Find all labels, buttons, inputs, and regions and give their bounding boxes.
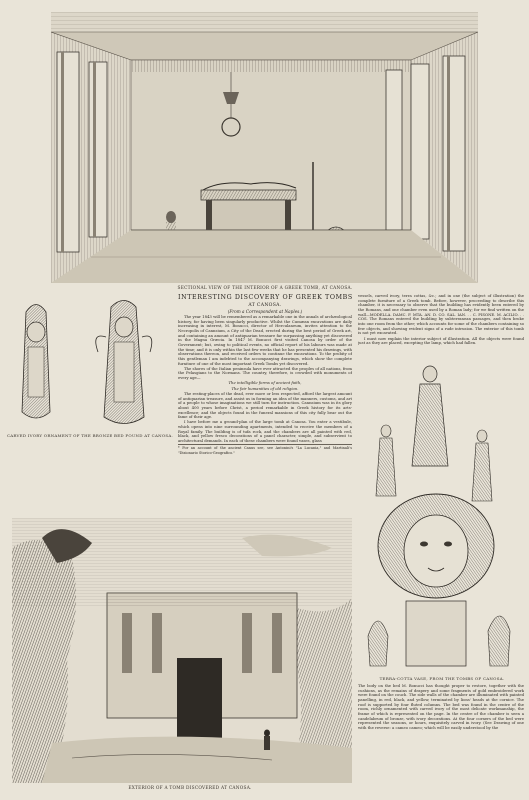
tomb-exterior-engraving xyxy=(12,518,352,783)
paragraph: vessels, carved ivory, terra cottas, &c.; and in one (the subject of illustration) the complete furniture of a Greek tomb. Before, however, proceeding to describe this chamber, it is necessary to observe that the building has evidently been entered by the Romans, and one chamber even used by a Roman lady; for we find written on the wall—MODELLA. DAMC. F. MTA. AN. D. CO. SAL. IAN. . . C. PISONE. M. ACILIO. . . COS. The Romans entered the building by subterranean passages, and then broke into one room from the other; which accounts for some of the chambers containing so few objects, and showing evident signs of a rude intrusion. The exterior of this tomb is not yet excavated. xyxy=(358,294,524,336)
article-column-2 xyxy=(358,294,524,354)
ivory-ornament-illustration xyxy=(6,292,174,432)
terra-cotta-vase-engraving xyxy=(358,356,524,674)
paragraph: The body on the bed M. Bonucci has thought proper to restore, together with the cushions, as the remains of drapery and some fragments of gold embroidered work were found on the couch. The side walls of the chamber are illuminated with painted panelling, in red, black, and yellow, terminated by lions' heads at the cornice. The roof is supported by four fluted columns. The bed was found in the centre of the room, richly ornamented with carved ivory of the most delicate workmanship, the frame of which is represented on the page. In the centre of the chamber is seen a candelabrum of bronze, with ivory decorations. At the four corners of the bed were represented the seasons, or hours, exquisitely carved in ivory. (See Drawing of one with the reverse: a cameo cameo; which will be easily understood by the xyxy=(358,684,524,730)
tomb-interior-illustration xyxy=(51,12,478,283)
tomb-interior-engraving xyxy=(51,12,478,283)
caption-terra-cotta-vase: TERRA-COTTA VASE, FROM THE TOMBS OF CANOSA. xyxy=(379,676,505,681)
article-column-1 xyxy=(178,315,352,515)
paragraph: The resting-places of the dead, ever more or less respected, afford the largest amount of antiquarian treasure, and assist us in forming an idea of the manners, customs, and art of a people to whose imaginations we still turn for instruction. Cannsium was in its glory about 400 years before Christ, a period remarkable in Greek history for its arts-excellence; and the objects found in the funeral mansions of this city fully bear out the fame of their age. xyxy=(178,390,352,420)
article-subtitle: AT CANOSA. xyxy=(248,303,282,308)
footnote: * For an account of the ancient Canus see, see Antonini's "La Lucania," and Martinali's "Dizionario Storico-Geografico." xyxy=(178,446,352,455)
paragraph: The shores of the Italian peninsula have ever attracted the peoples of all nations, from the Pelasgians to the Normans. The country, therefore, is crowded with monuments of every age— xyxy=(178,365,352,381)
ivory-ornament-engraving xyxy=(6,292,174,432)
verse-line: The fair humanities of old religion. xyxy=(231,385,299,391)
verse-line: The intelligible forms of ancient faith, xyxy=(228,380,302,386)
caption-tomb-interior: SECTIONAL VIEW OF THE INTERIOR OF A GREEK TOMB, AT CANOSA. xyxy=(177,286,353,291)
vase-illustration xyxy=(358,356,524,674)
paragraph: The year 1843 will be remembered as a remarkable one in the annals of archæological history, for having been singularly productive. Whilst the Cumæan excavations are daily increasing in interest, M. Bonucci, director of Herculaneum, invites attention to the Necropolis of Cannsium, a City of the Dead, erected during the best period of Greek art, and containing an amount of antiquarian treasure far surpassing anything yet discovered in the Magna Græcia. In 1847 M. Bonucci first visited Canosa by order of the Government; but, owing to political events, no official report of his labours was made at the time; and it is only within the last few weeks that he has presented his drawings, with observations thereon, and received orders to continue the excavations. To the probity of this gentleman I am indebted to the accompanying drawings, which show the complete furniture of one of the most important Greek Tombs yet discovered. xyxy=(178,315,352,366)
paragraph: I have before me a ground-plan of the large tomb at Canosa. You enter a vestibule, which opens into nine surrounding apartments, intended to receive the members of a Royal family. The building is of tufa rock, and the chambers are all painted with red, black, and yellow fresco decorations of a panel character, simple, and subservient to architectural demands. In each of these chambers were found vases, glass xyxy=(178,419,352,444)
caption-tomb-exterior: EXTERIOR OF A TOMB DISCOVERED AT CANOSA. xyxy=(128,786,252,791)
caption-ivory-ornament: CARVED IVORY ORNAMENT OF THE BRONZE BED FOUND AT CANOSA. xyxy=(6,433,174,438)
article-byline: (From a Correspondent at Naples.) xyxy=(227,309,303,314)
article-column-3 xyxy=(358,684,524,796)
tomb-exterior-illustration xyxy=(12,518,352,783)
article-title: INTERESTING DISCOVERY OF GREEK TOMBS xyxy=(178,294,353,301)
paragraph: I must now explain the interior subject of illustration. All the objects were found just as they are placed, excepting the lamp, which had fallen. xyxy=(358,335,524,346)
